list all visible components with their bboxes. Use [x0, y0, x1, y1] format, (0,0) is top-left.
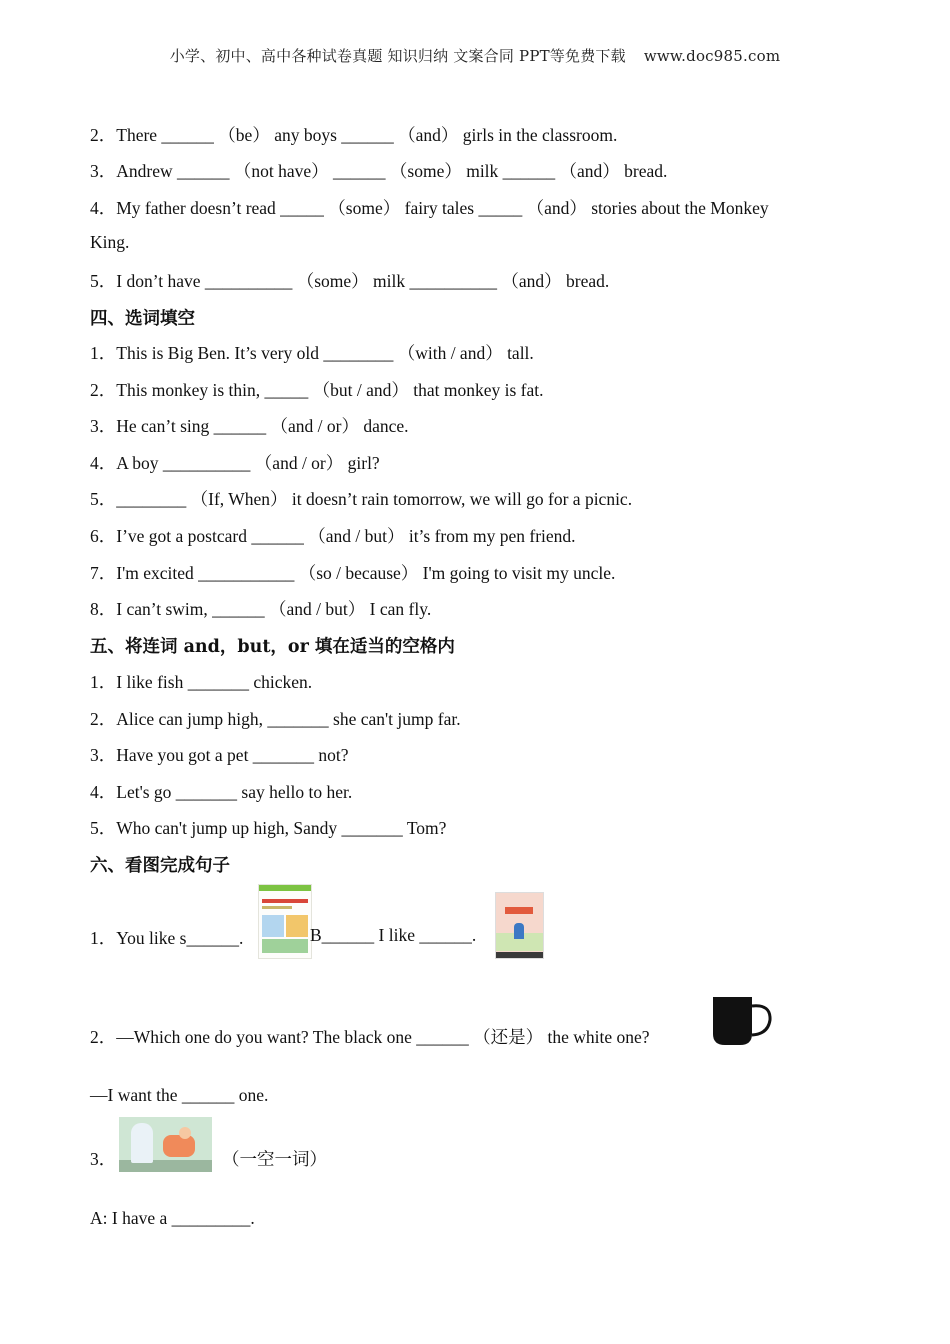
- question-line: —I want the ______ one.: [90, 1085, 269, 1105]
- section-heading-4: 四、选词填空: [90, 309, 195, 329]
- question-line: 4．Let's go _______ say hello to her.: [90, 782, 353, 802]
- question-line: 2．Alice can jump high, _______ she can't jump far.: [90, 709, 461, 729]
- question-line: 1．This is Big Ben. It’s very old ________ （with / and） tall.: [90, 343, 534, 363]
- header-text: 小学、初中、高中各种试卷真题 知识归纳 文案合同 PPT等免费下载: [169, 47, 626, 65]
- section-heading-5: 五、将连词 and，but，or 填在适当的空格内: [90, 637, 455, 657]
- question-line: 3．: [90, 1149, 117, 1169]
- question-line: A: I have a _________.: [90, 1208, 255, 1228]
- header-url[interactable]: www.doc985.com: [643, 47, 781, 65]
- question-line: King.: [90, 232, 130, 252]
- section-heading-6: 六、看图完成句子: [90, 856, 230, 876]
- question-line: 8．I can’t swim, ______ （and / but） I can fly.: [90, 599, 432, 619]
- question-line: 3．Andrew ______ （not have） ______ （some） milk ______ （and） bread.: [90, 161, 668, 181]
- black-mug-picture: [710, 994, 774, 1048]
- question-line: 2．—Which one do you want? The black one ______ （还是） the white one?: [90, 1027, 650, 1047]
- question-line: 4．A boy __________ （and / or） girl?: [90, 453, 380, 473]
- question-line: 3．Have you got a pet _______ not?: [90, 745, 349, 765]
- science-book-picture: [258, 884, 312, 959]
- question-line: 1．I like fish _______ chicken.: [90, 672, 313, 692]
- question-line: 7．I'm excited ___________ （so / because） I'm going to visit my uncle.: [90, 563, 616, 583]
- question-line: 1．You like s______.: [90, 928, 244, 948]
- question-line: 6．I’ve got a postcard ______ （and / but） it’s from my pen friend.: [90, 526, 576, 546]
- question-line: 2．This monkey is thin, _____ （but / and） that monkey is fat.: [90, 380, 544, 400]
- question-line: 5．Who can't jump up high, Sandy _______ Tom?: [90, 818, 447, 838]
- question-line: 5．________ （If, When） it doesn’t rain tomorrow, we will go for a picnic.: [90, 489, 633, 509]
- page-header: [0, 45, 950, 66]
- question-line: B______ I like ______.: [310, 925, 477, 945]
- question-line: 4．My father doesn’t read _____ （some） fairy tales _____ （and） stories about the Monkey: [90, 198, 769, 218]
- question-line: 5．I don’t have __________ （some） milk __________ （and） bread.: [90, 271, 610, 291]
- doctor-scene-picture: [119, 1117, 212, 1172]
- question-line: 3．He can’t sing ______ （and / or） dance.: [90, 416, 409, 436]
- question-note: （一空一词）: [222, 1149, 327, 1169]
- question-line: 2．There ______ （be） any boys ______ （and） girls in the classroom.: [90, 125, 618, 145]
- english-book-picture: [495, 892, 544, 959]
